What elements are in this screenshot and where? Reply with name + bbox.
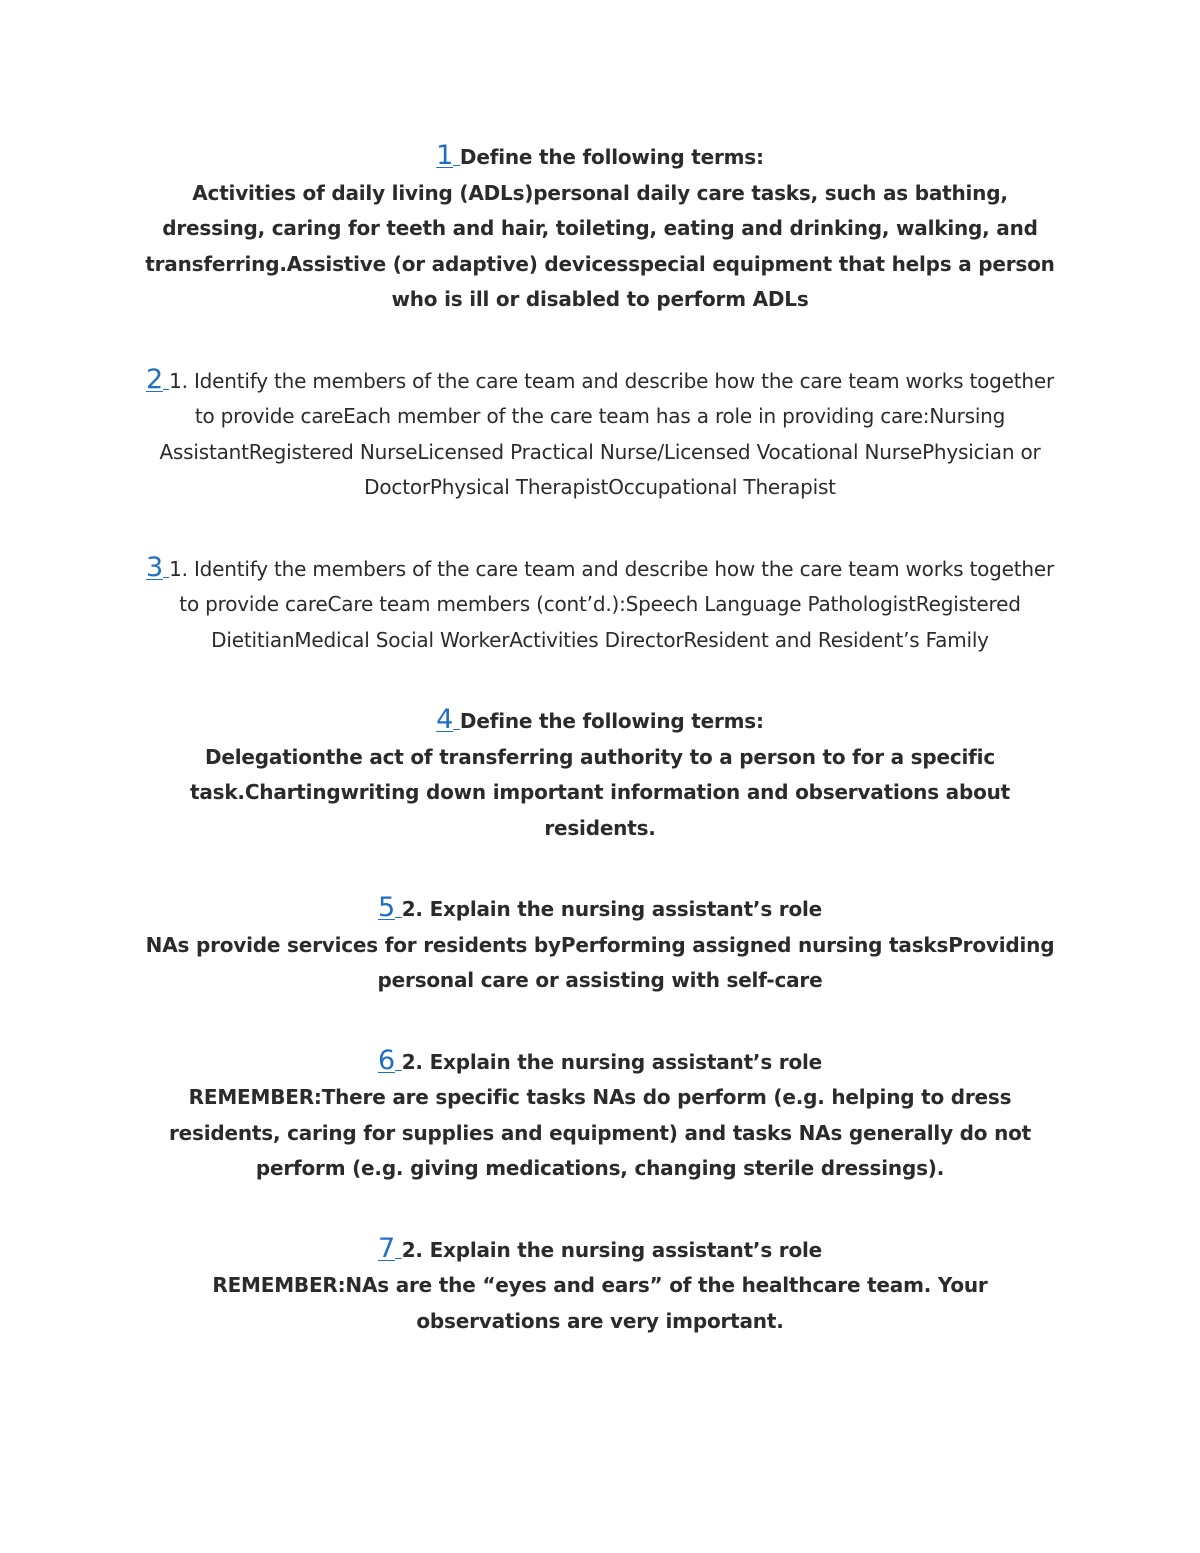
card-number-link[interactable]: 5 — [377, 892, 395, 923]
flashcard-1 — [140, 138, 1060, 318]
card-body: Each member of the care team has a role in providing care:Nursing AssistantRegistered NurseLicensed Practical Nurse/Licensed Vocational NursePhysician or DoctorPhysical TherapistOccupational Therapist — [159, 404, 1041, 499]
card-heading: Define the following terms: — [459, 145, 764, 169]
card-heading: 2. Explain the nursing assistant’s role — [401, 897, 823, 921]
card-body: Care team members (cont’d.):Speech Language PathologistRegistered DietitianMedical Social WorkerActivities DirectorResident and Resident’s Family — [211, 592, 1021, 652]
card-heading: 2. Explain the nursing assistant’s role — [401, 1049, 823, 1074]
flashcard-3 — [140, 550, 1060, 659]
card-heading: Define the following terms: — [459, 709, 764, 733]
card-heading: 2. Explain the nursing assistant’s role — [401, 1237, 823, 1262]
card-number-link[interactable]: 4 — [436, 704, 454, 735]
flashcard-6 — [140, 1043, 1060, 1187]
flashcard-document — [140, 138, 1060, 1339]
flashcard-5 — [140, 890, 1060, 999]
card-number-link[interactable]: 2 — [145, 363, 163, 395]
card-body: Delegationthe act of transferring authority to a person to for a specific task.Chartingwriting down important information and observations about residents. — [189, 744, 1011, 840]
card-heading: 1. Identify the members of the care team and describe how the care team works together to provide care — [169, 368, 1055, 428]
flashcard-2 — [140, 362, 1060, 506]
card-number-link[interactable]: 1 — [436, 140, 454, 171]
flashcard-4 — [140, 702, 1060, 846]
flashcard-7 — [140, 1231, 1060, 1340]
card-number-link[interactable]: 6 — [377, 1044, 395, 1076]
card-body: REMEMBER:NAs are the “eyes and ears” of the healthcare team. Your observations are very important. — [212, 1273, 988, 1333]
card-number-link[interactable]: 7 — [377, 1232, 395, 1264]
card-heading: 1. Identify the members of the care team and describe how the care team works together to provide care — [169, 556, 1055, 616]
card-number-link[interactable]: 3 — [145, 551, 163, 583]
card-body: Activities of daily living (ADLs)personal daily care tasks, such as bathing, dressing, caring for teeth and hair, toileting, eating and drinking, walking, and transferring.Assistive (or adaptive) devicesspecial equipment that helps a person who is ill or disabled to perform ADLs — [145, 180, 1055, 311]
card-body: REMEMBER:There are specific tasks NAs do perform (e.g. helping to dress residents, caring for supplies and equipment) and tasks NAs generally do not perform (e.g. giving medications, changing sterile dressings). — [168, 1085, 1032, 1180]
card-body: NAs provide services for residents byPerforming assigned nursing tasksProviding personal care or assisting with self-care — [145, 932, 1055, 992]
